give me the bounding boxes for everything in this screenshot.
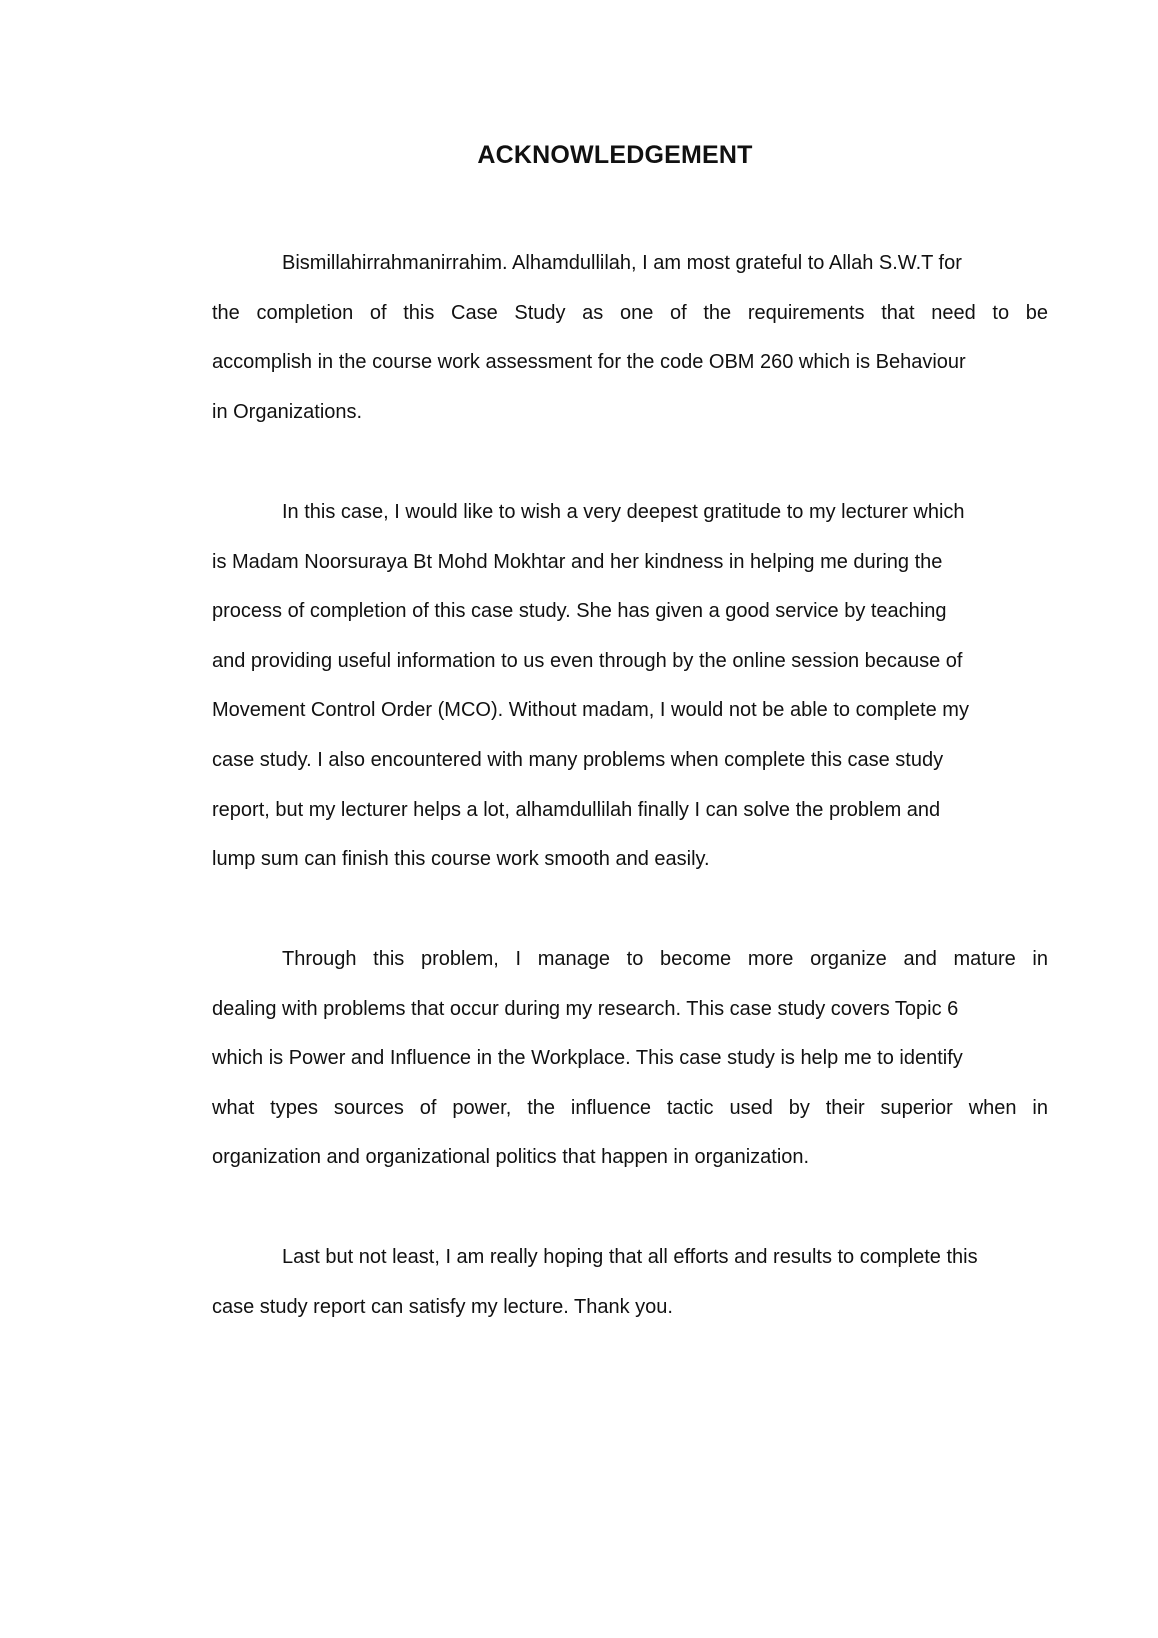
paragraph-line: In this case, I would like to wish a very deepest gratitude to my lecturer which [282, 501, 965, 523]
paragraph-line: Movement Control Order (MCO). Without madam, I would not be able to complete my [212, 699, 969, 722]
paragraph-line: lump sum can finish this course work smooth and easily. [212, 848, 710, 871]
paragraph-closing [212, 1233, 1048, 1332]
paragraph-line: Bismillahirrahmanirrahim. Alhamdullilah, I am most grateful to Allah S.W.T for [282, 252, 962, 274]
paragraph-lecturer [212, 488, 1048, 885]
paragraph-intro [212, 239, 1048, 437]
paragraph-line: dealing with problems that occur during my research. This case study covers Topic 6 [212, 997, 959, 1020]
paragraph-line: is Madam Noorsuraya Bt Mohd Mokhtar and her kindness in helping me during the [212, 550, 943, 573]
page-title: ACKNOWLEDGEMENT [477, 141, 753, 169]
paragraph-line: which is Power and Influence in the Workplace. This case study is help me to identify [212, 1047, 963, 1070]
paragraph-line: Last but not least, I am really hoping that all efforts and results to complete this [282, 1246, 978, 1268]
paragraph-line: process of completion of this case study. She has given a good service by teaching [212, 600, 947, 623]
paragraph-line: case study. I also encountered with many problems when complete this case study [212, 748, 944, 771]
paragraph-line: case study report can satisfy my lecture. Thank you. [212, 1295, 673, 1318]
paragraph-line: report, but my lecturer helps a lot, alhamdullilah finally I can solve the problem and [212, 798, 941, 821]
paragraph-line: and providing useful information to us even through by the online session because of [212, 649, 963, 672]
paragraph-line: the completion of this Case Study as one of the requirements that need to be [212, 301, 1048, 324]
paragraph-line: what types sources of power, the influence tactic used by their superior when in [212, 1096, 1048, 1119]
paragraph-line: Through this problem, I manage to become more organize and mature in [282, 948, 1048, 970]
paragraph-line: accomplish in the course work assessment for the code OBM 260 which is Behaviour [212, 351, 966, 374]
paragraph-topic [212, 935, 1048, 1183]
paragraph-line: organization and organizational politics that happen in organization. [212, 1146, 810, 1169]
paragraph-line: in Organizations. [212, 400, 363, 423]
